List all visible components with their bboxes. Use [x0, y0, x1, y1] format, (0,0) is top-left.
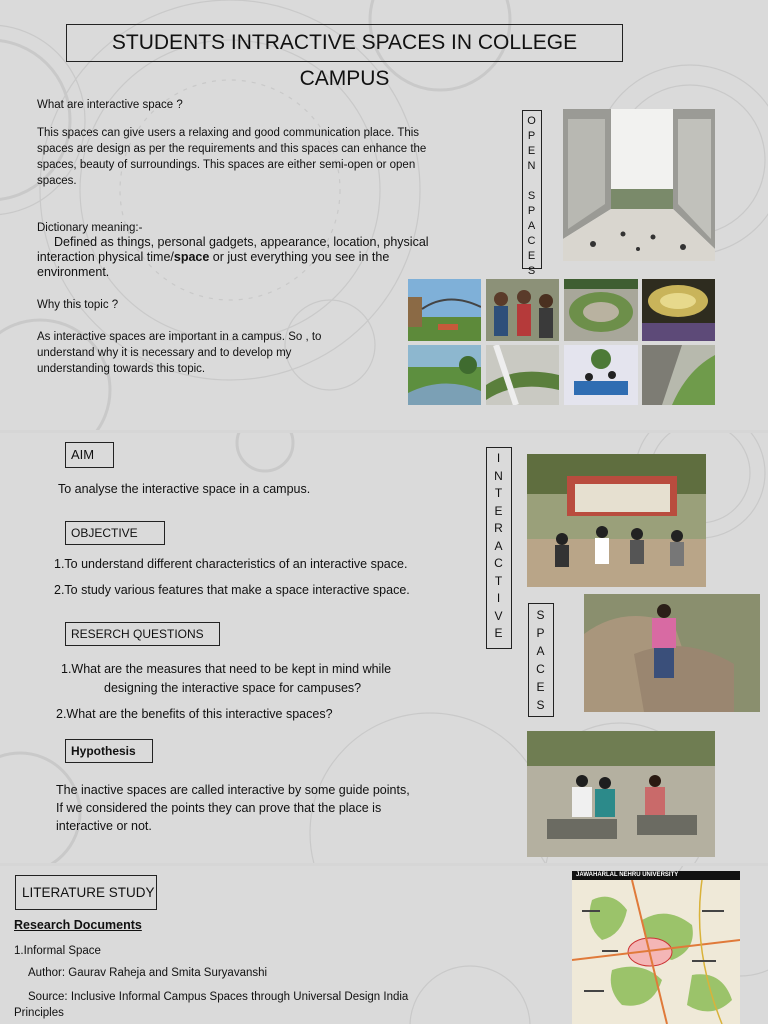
students-seating-outdoor-image	[527, 731, 715, 857]
research-question-2: 2.What are the benefits of this interactive spaces?	[56, 707, 333, 721]
students-gathering-image	[486, 279, 559, 341]
objective-label-box	[65, 521, 165, 545]
food-stall-students-image	[527, 454, 706, 587]
dictionary-label: Dictionary meaning:-	[37, 222, 143, 234]
literature-study-label-box	[15, 875, 157, 910]
hypothesis-label: Hypothesis	[71, 744, 136, 758]
hypothesis-label-box	[65, 739, 153, 763]
interactive-vertical-label: I N T E R A C T I V E	[486, 447, 512, 649]
night-canopy-image	[642, 279, 715, 341]
research-questions-label-box	[65, 622, 220, 646]
research-question-1-line2: designing the interactive space for campuses?	[104, 681, 362, 695]
objective-1: 1.To understand different characteristics of an interactive space.	[54, 557, 408, 571]
terrace-garden-image	[642, 345, 715, 405]
slide-aim-objectives	[0, 433, 768, 863]
courtyard-seating-image	[564, 345, 638, 405]
why-topic-paragraph: As interactive spaces are important in a campus. So , to understand why it is necessary and to develop my understanding towards this topic.	[37, 331, 322, 375]
question-why-topic: Why this topic ?	[37, 299, 119, 311]
literature-source-line1: Source: Inclusive Informal Campus Spaces through Universal Design India	[28, 991, 409, 1003]
aim-text: To analyse the interactive space in a campus.	[58, 482, 311, 496]
student-on-rock-image	[584, 594, 760, 712]
slide-literature-study	[0, 866, 768, 1024]
aim-label-box	[65, 442, 114, 468]
aerial-garden-image	[486, 345, 559, 405]
slide-open-spaces	[0, 0, 768, 430]
literature-source-line2: Principles	[14, 1007, 64, 1019]
campus-map-image	[572, 871, 740, 1024]
question-interactive-space: What are interactive space ?	[37, 99, 183, 111]
green-landscape-image	[408, 345, 481, 405]
bridge-park-image	[408, 279, 481, 341]
research-question-1-line1: 1.What are the measures that need to be kept in mind while	[61, 662, 392, 676]
spaces-vertical-label: S P A C E S	[528, 603, 554, 717]
hypothesis-line-3: interactive or not.	[56, 819, 152, 833]
literature-study-label: LITERATURE STUDY	[22, 885, 155, 900]
campus-courtyard-render-image	[563, 109, 715, 261]
research-documents-heading: Research Documents	[14, 918, 142, 932]
literature-item-1: 1.Informal Space	[14, 945, 101, 957]
open-spaces-vertical-label: O P E N S P A C E S	[522, 110, 542, 269]
hypothesis-line-1: The inactive spaces are called interactive by some guide points,	[56, 783, 410, 797]
hypothesis-line-2: If we considered the points they can prove that the place is	[56, 801, 382, 815]
research-questions-label: RESERCH QUESTIONS	[71, 627, 204, 641]
circular-plaza-image	[564, 279, 638, 341]
objective-2: 2.To study various features that make a space interactive space.	[54, 583, 410, 597]
dictionary-definition: Defined as things, personal gadgets, appearance, location, physical interaction physical time/space or just everything you see in the environment.	[37, 235, 429, 279]
page-title: STUDENTS INTRACTIVE SPACES IN COLLEGE CAMPUS	[111, 31, 578, 90]
title-box	[66, 24, 623, 90]
map-title: JAWAHARLAL NEHRU UNIVERSITY	[572, 871, 740, 880]
intro-paragraph: This spaces can give users a relaxing and good communication place. This spaces are design as per the requirements and this spaces can enhance the spaces, beauty of surroundings. This spaces are either semi-open or open spaces.	[37, 127, 427, 187]
literature-author: Author: Gaurav Raheja and Smita Suryavanshi	[28, 967, 268, 979]
objective-label: OBJECTIVE	[71, 526, 138, 540]
aim-label: AIM	[71, 447, 95, 462]
